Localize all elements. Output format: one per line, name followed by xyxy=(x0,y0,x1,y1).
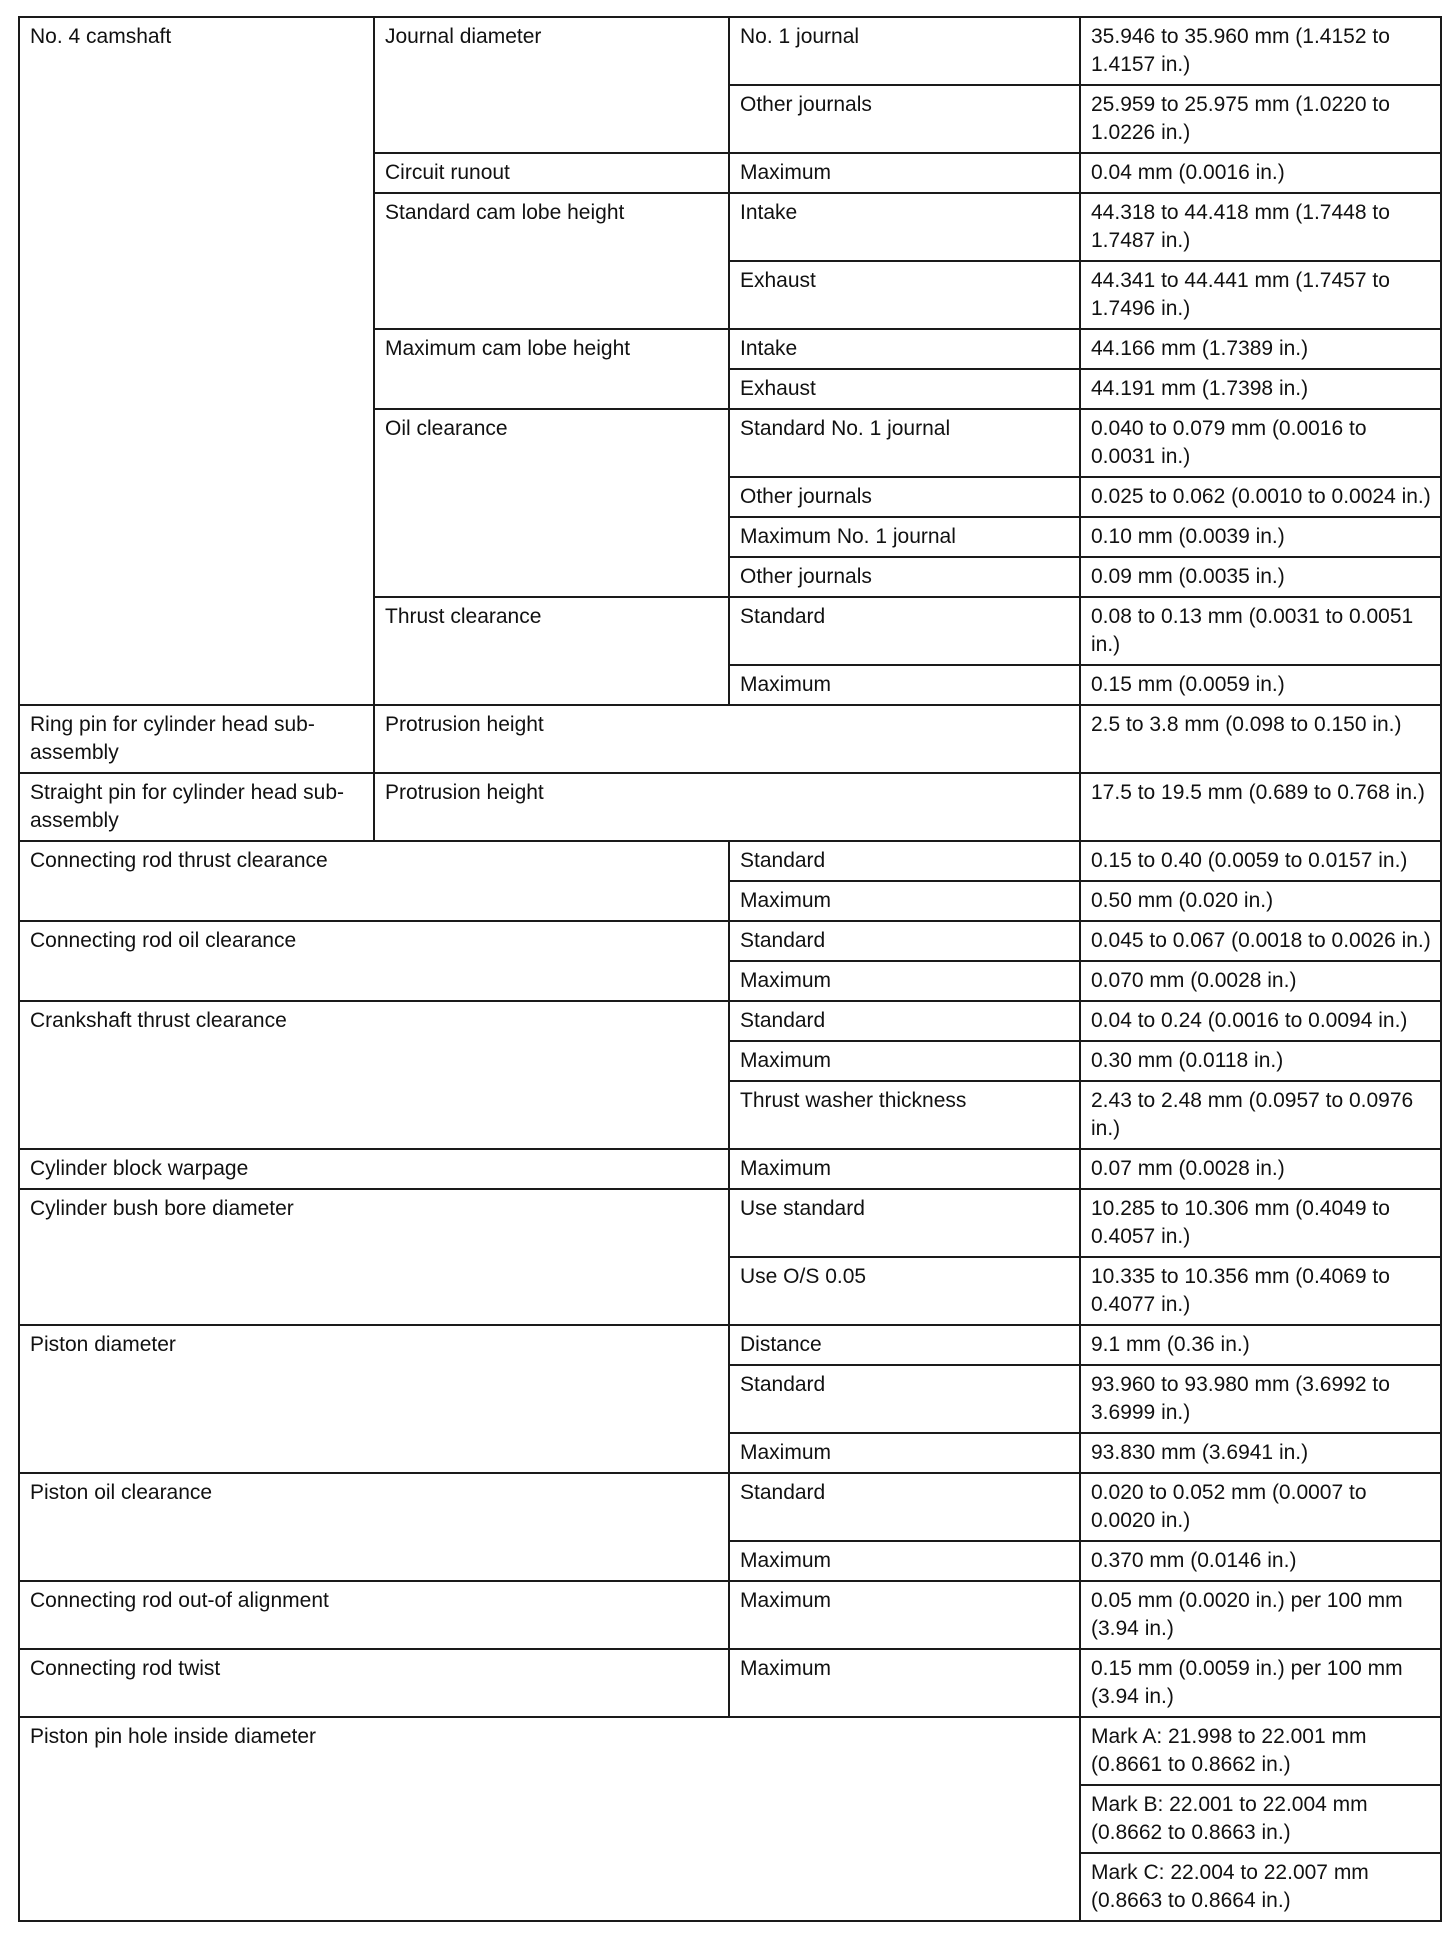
subitem-cell: Circuit runout xyxy=(374,153,729,193)
item-cell: Ring pin for cylinder head sub-assembly xyxy=(19,705,374,773)
condition-cell: Exhaust xyxy=(729,261,1080,329)
value-cell: 2.43 to 2.48 mm (0.0957 to 0.0976 in.) xyxy=(1080,1081,1441,1149)
item-cell: Cylinder block warpage xyxy=(19,1149,729,1189)
condition-cell: Other journals xyxy=(729,477,1080,517)
value-cell: 0.04 to 0.24 (0.0016 to 0.0094 in.) xyxy=(1080,1001,1441,1041)
table-row xyxy=(19,17,1441,85)
value-cell: 0.04 mm (0.0016 in.) xyxy=(1080,153,1441,193)
value-cell: 0.30 mm (0.0118 in.) xyxy=(1080,1041,1441,1081)
table-row xyxy=(19,1581,1441,1649)
value-cell: 44.166 mm (1.7389 in.) xyxy=(1080,329,1441,369)
value-cell: 44.341 to 44.441 mm (1.7457 to 1.7496 in.) xyxy=(1080,261,1441,329)
condition-cell: Other journals xyxy=(729,85,1080,153)
condition-cell: Use O/S 0.05 xyxy=(729,1257,1080,1325)
condition-cell: Standard xyxy=(729,1001,1080,1041)
condition-cell: Maximum xyxy=(729,1433,1080,1473)
condition-cell: Maximum xyxy=(729,1149,1080,1189)
value-cell: Mark C: 22.004 to 22.007 mm (0.8663 to 0.8664 in.) xyxy=(1080,1853,1441,1921)
value-cell: 0.070 mm (0.0028 in.) xyxy=(1080,961,1441,1001)
value-cell: 0.05 mm (0.0020 in.) per 100 mm (3.94 in.) xyxy=(1080,1581,1441,1649)
subitem-cell: Protrusion height xyxy=(374,705,1080,773)
value-cell: 0.09 mm (0.0035 in.) xyxy=(1080,557,1441,597)
item-cell: Straight pin for cylinder head sub-assembly xyxy=(19,773,374,841)
condition-cell: Other journals xyxy=(729,557,1080,597)
condition-cell: Exhaust xyxy=(729,369,1080,409)
condition-cell: Maximum xyxy=(729,1541,1080,1581)
value-cell: 0.08 to 0.13 mm (0.0031 to 0.0051 in.) xyxy=(1080,597,1441,665)
condition-cell: Maximum xyxy=(729,881,1080,921)
condition-cell: Use standard xyxy=(729,1189,1080,1257)
table-row xyxy=(19,1149,1441,1189)
value-cell: 0.025 to 0.062 (0.0010 to 0.0024 in.) xyxy=(1080,477,1441,517)
table-row xyxy=(19,1325,1441,1365)
value-cell: 0.020 to 0.052 mm (0.0007 to 0.0020 in.) xyxy=(1080,1473,1441,1541)
value-cell: Mark B: 22.001 to 22.004 mm (0.8662 to 0.8663 in.) xyxy=(1080,1785,1441,1853)
table-row xyxy=(19,1649,1441,1717)
item-cell: Piston oil clearance xyxy=(19,1473,729,1581)
table-row xyxy=(19,841,1441,881)
condition-cell: Standard xyxy=(729,597,1080,665)
condition-cell: Standard xyxy=(729,1473,1080,1541)
condition-cell: Maximum xyxy=(729,1649,1080,1717)
value-cell: 0.15 mm (0.0059 in.) xyxy=(1080,665,1441,705)
value-cell: 9.1 mm (0.36 in.) xyxy=(1080,1325,1441,1365)
value-cell: 44.318 to 44.418 mm (1.7448 to 1.7487 in.) xyxy=(1080,193,1441,261)
condition-cell: Maximum xyxy=(729,961,1080,1001)
table-row xyxy=(19,1189,1441,1257)
value-cell: 93.830 mm (3.6941 in.) xyxy=(1080,1433,1441,1473)
condition-cell: Distance xyxy=(729,1325,1080,1365)
item-cell: Cylinder bush bore diameter xyxy=(19,1189,729,1325)
value-cell: 35.946 to 35.960 mm (1.4152 to 1.4157 in.) xyxy=(1080,17,1441,85)
item-cell: Crankshaft thrust clearance xyxy=(19,1001,729,1149)
subitem-cell: Journal diameter xyxy=(374,17,729,153)
subitem-cell: Standard cam lobe height xyxy=(374,193,729,329)
condition-cell: Maximum No. 1 journal xyxy=(729,517,1080,557)
table-row xyxy=(19,705,1441,773)
specification-table xyxy=(18,16,1442,1922)
condition-cell: Standard xyxy=(729,841,1080,881)
subitem-cell: Oil clearance xyxy=(374,409,729,597)
condition-cell: Maximum xyxy=(729,1581,1080,1649)
condition-cell: Maximum xyxy=(729,665,1080,705)
item-cell: No. 4 camshaft xyxy=(19,17,374,705)
condition-cell: Thrust washer thickness xyxy=(729,1081,1080,1149)
condition-cell: No. 1 journal xyxy=(729,17,1080,85)
value-cell: Mark A: 21.998 to 22.001 mm (0.8661 to 0.8662 in.) xyxy=(1080,1717,1441,1785)
value-cell: 93.960 to 93.980 mm (3.6992 to 3.6999 in.) xyxy=(1080,1365,1441,1433)
value-cell: 17.5 to 19.5 mm (0.689 to 0.768 in.) xyxy=(1080,773,1441,841)
table-row xyxy=(19,1473,1441,1541)
value-cell: 0.15 to 0.40 (0.0059 to 0.0157 in.) xyxy=(1080,841,1441,881)
table-row xyxy=(19,1717,1441,1785)
value-cell: 44.191 mm (1.7398 in.) xyxy=(1080,369,1441,409)
value-cell: 0.07 mm (0.0028 in.) xyxy=(1080,1149,1441,1189)
value-cell: 0.045 to 0.067 (0.0018 to 0.0026 in.) xyxy=(1080,921,1441,961)
item-cell: Piston pin hole inside diameter xyxy=(19,1717,1080,1921)
value-cell: 0.370 mm (0.0146 in.) xyxy=(1080,1541,1441,1581)
value-cell: 0.15 mm (0.0059 in.) per 100 mm (3.94 in.) xyxy=(1080,1649,1441,1717)
subitem-cell: Maximum cam lobe height xyxy=(374,329,729,409)
item-cell: Connecting rod twist xyxy=(19,1649,729,1717)
value-cell: 25.959 to 25.975 mm (1.0220 to 1.0226 in.) xyxy=(1080,85,1441,153)
item-cell: Connecting rod oil clearance xyxy=(19,921,729,1001)
condition-cell: Intake xyxy=(729,329,1080,369)
value-cell: 0.10 mm (0.0039 in.) xyxy=(1080,517,1441,557)
subitem-cell: Thrust clearance xyxy=(374,597,729,705)
condition-cell: Maximum xyxy=(729,1041,1080,1081)
value-cell: 2.5 to 3.8 mm (0.098 to 0.150 in.) xyxy=(1080,705,1441,773)
condition-cell: Standard xyxy=(729,1365,1080,1433)
item-cell: Connecting rod thrust clearance xyxy=(19,841,729,921)
condition-cell: Standard No. 1 journal xyxy=(729,409,1080,477)
value-cell: 0.50 mm (0.020 in.) xyxy=(1080,881,1441,921)
condition-cell: Standard xyxy=(729,921,1080,961)
item-cell: Connecting rod out-of alignment xyxy=(19,1581,729,1649)
condition-cell: Intake xyxy=(729,193,1080,261)
subitem-cell: Protrusion height xyxy=(374,773,1080,841)
table-row xyxy=(19,921,1441,961)
item-cell: Piston diameter xyxy=(19,1325,729,1473)
table-row xyxy=(19,1001,1441,1041)
value-cell: 10.335 to 10.356 mm (0.4069 to 0.4077 in.) xyxy=(1080,1257,1441,1325)
table-row xyxy=(19,773,1441,841)
value-cell: 10.285 to 10.306 mm (0.4049 to 0.4057 in.) xyxy=(1080,1189,1441,1257)
value-cell: 0.040 to 0.079 mm (0.0016 to 0.0031 in.) xyxy=(1080,409,1441,477)
condition-cell: Maximum xyxy=(729,153,1080,193)
